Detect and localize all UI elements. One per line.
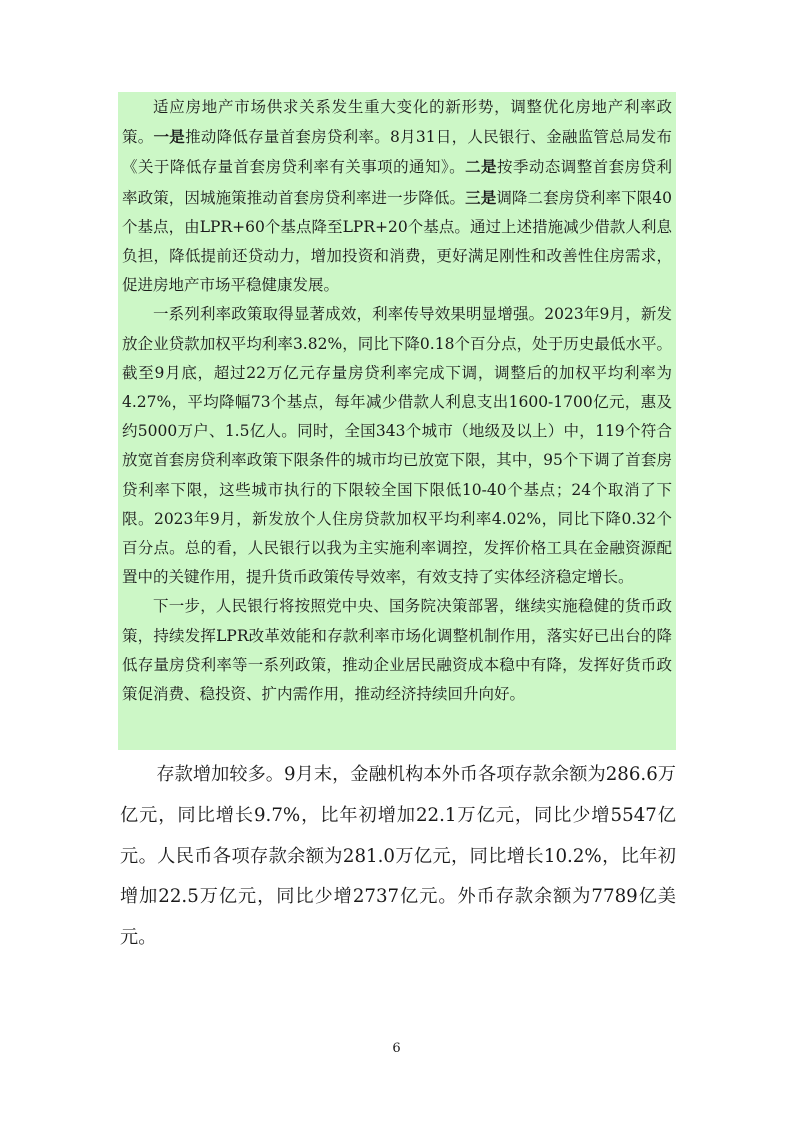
item-marker-2: 二是 <box>465 157 497 177</box>
box-p1-intro: 适应房地产市场供求关系发生重大变化的新形势，调整优化房地产利率政策。 <box>122 98 672 147</box>
box-paragraph-3: 下一步，人民银行将按照党中央、国务院决策部署，继续实施稳健的货币政策，持续发挥LPR改革效能和存款利率市场化调整机制作用，落实好已出台的降低存量房贷利率等一系列政策，推动企业居民融资成本稳中有降，发挥好货币政策促消费、稳投资、扩内需作用，推动经济持续回升向好。 <box>122 597 672 704</box>
box-p1-item1: 推动降低存量首套房贷利率。8月31日，人民银行、金融监管总局发布《关于降低存量首套房贷利率有关事项的通知》。 <box>122 128 672 177</box>
box-p1-item3: 调降二套房贷利率下限40个基点，由LPR+60个基点降至LPR+20个基点。通过上述措施减少借款人利息负担，降低提前还贷动力，增加投资和消费，更好满足刚性和改善性住房需求，促进房地产市场平稳健康发展。 <box>122 188 672 295</box>
item-marker-1: 一是 <box>153 127 186 147</box>
box-p1-item2: 按季动态调整首套房贷利率政策，因城施策推动首套房贷利率进一步降低。 <box>122 158 672 207</box>
item-marker-3: 三是 <box>465 187 497 207</box>
box-paragraph-1 <box>122 93 672 300</box>
body-paragraph: 存款增加较多。9月末，金融机构本外币各项存款余额为286.6万亿元，同比增长9.7%，比年初增加22.1万亿元，同比少增5547亿元。人民币各项存款余额为281.0万亿元，同比增长10.2%，比年初增加22.5万亿元，同比少增2737亿元。外币存款余额为7789亿美元。 <box>120 764 676 949</box>
page-number: 6 <box>392 1041 401 1056</box>
box-paragraph-2: 一系列利率政策取得显著成效，利率传导效果明显增强。2023年9月，新发放企业贷款加权平均利率3.82%，同比下降0.18个百分点，处于历史最低水平。截至9月底，超过22万亿元存量房贷利率完成下调，调整后的加权平均利率为4.27%，平均降幅73个基点，每年减少借款人利息支出1600-1700亿元，惠及约5000万户、1.5亿人。同时，全国343个城市（地级及以上）中，119个符合放宽首套房贷利率政策下限条件的城市均已放宽下限，其中，95个下调了首套房贷利率下限，这些城市执行的下限较全国下限低10-40个基点；24个取消了下限。2023年9月，新发放个人住房贷款加权平均利率4.02%，同比下降0.32个百分点。总的看，人民银行以我为主实施利率调控，发挥价格工具在金融资源配置中的关键作用，提升货币政策传导效率，有效支持了实体经济稳定增长。 <box>122 305 672 587</box>
highlight-box <box>118 92 676 750</box>
